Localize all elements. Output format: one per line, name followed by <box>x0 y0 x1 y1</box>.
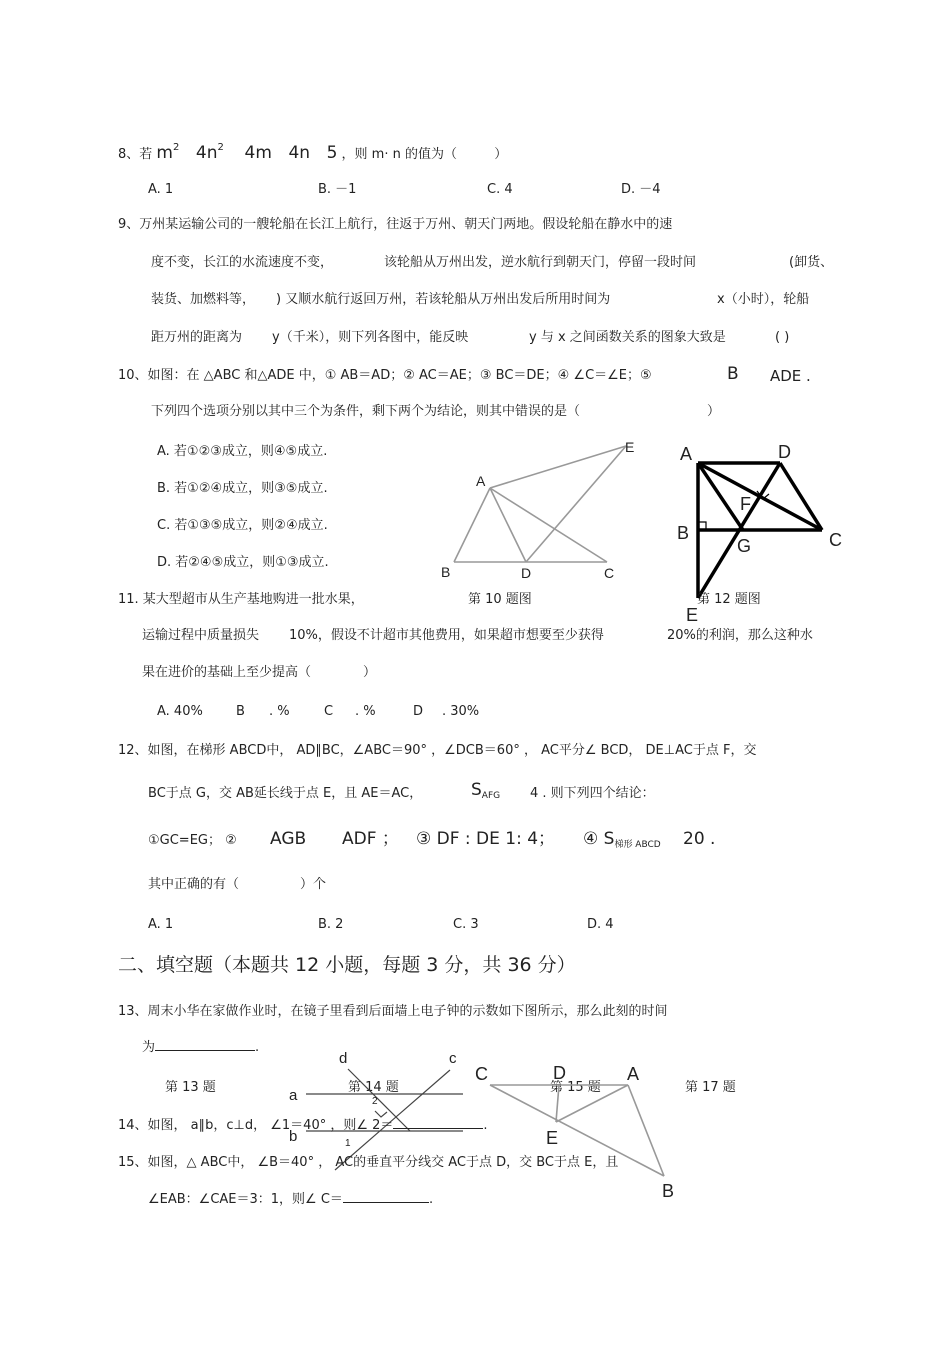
q11-option-d: D <box>413 704 424 719</box>
q9-line-3b: ) 又顺水航行返回万州，若该轮船从万州出发后所用时间为 <box>276 292 611 307</box>
q8-option-a: A. 1 <box>148 182 174 197</box>
q9-line-4d: ( ) <box>775 330 790 345</box>
fig12-label-e: E <box>686 605 699 625</box>
q13-line-1: 13、周末小华在家做作业时，在镜子里看到后面墙上电子钟的示数如下图所示，那么此刻的时间 <box>118 1004 668 1019</box>
q9-line-2a: 度不变，长江的水流速度不变， <box>151 255 334 270</box>
fig14-label-b: b <box>289 1128 298 1145</box>
q12-conclusion-adf: ADF ； <box>342 829 399 849</box>
q9-line-1: 9、万州某运输公司的一艘轮船在长江上航行，往返于万州、朝天门两地。假设轮船在静水中的速 <box>118 217 673 232</box>
fig10-label-c: C <box>604 565 615 581</box>
q17-caption: 第 17 题 <box>685 1080 736 1095</box>
q12-s-afg: $S_{AFG}$ <box>471 780 501 801</box>
q15-caption: 第 15 题 <box>550 1080 601 1095</box>
fig12-label-a: A <box>680 444 693 464</box>
q14-blank[interactable] <box>393 1128 483 1129</box>
fig12-label-b: B <box>677 523 690 543</box>
q10-line-1: 10、如图：在 △ABC 和△ADE 中，① AB＝AD；② AC＝AE；③ BC＝DE；④ ∠C＝∠E；⑤ <box>118 368 652 383</box>
q8-suffix: ，则 m· n 的值为（ <box>341 147 457 162</box>
q10-line-1-ade: ADE . <box>770 367 811 385</box>
q12-conclusion-agb: AGB <box>270 829 307 849</box>
section-2-title: 二、填空题（本题共 12 小题，每题 3 分，共 36 分） <box>118 954 576 976</box>
fig14-label-c: c <box>449 1050 457 1067</box>
q12-conclusion-3: ③ DF : DE 1: 4； <box>416 829 556 849</box>
q12-line-4-close: ）个 <box>300 877 327 892</box>
q11-line-1: 11. 某大型超市从生产基地购进一批水果， <box>118 592 364 607</box>
q12-option-b: B. 2 <box>318 917 344 932</box>
fig10-label-b: B <box>441 564 451 580</box>
q13-line-2: 为 . <box>142 1040 260 1055</box>
q8-term-4n-b: 4n <box>288 143 311 163</box>
fig14-label-d: d <box>339 1050 348 1067</box>
fig12-caption: 第 12 题图 <box>697 592 761 607</box>
fig15-label-a: A <box>627 1064 640 1084</box>
q10-line-1-b: B <box>727 364 739 384</box>
fig10-caption: 第 10 题图 <box>468 592 532 607</box>
fig12-label-d: D <box>778 442 791 462</box>
q10-option-c: C. 若①③⑤成立，则②④成立. <box>157 518 328 533</box>
fig12-label-c: C <box>829 530 842 550</box>
fig14-angle-1: 1 <box>345 1138 351 1149</box>
q11-line-2c: 20%的利润，那么这种水 <box>667 628 813 643</box>
fig15-label-d: D <box>553 1063 566 1083</box>
fig10-label-d: D <box>521 565 532 581</box>
q15-line-1: 15、如图，△ ABC中， ∠B＝40° ， AC的垂直平分线交 AC于点 D，交 BC于点 E，且 <box>118 1155 619 1170</box>
q8-term-4n: $4n^2$ <box>195 142 224 163</box>
q10-line-2: 下列四个选项分别以其中三个为条件，剩下两个为结论，则其中错误的是（ <box>151 404 581 419</box>
q12-option-a: A. 1 <box>148 917 174 932</box>
q11-option-a: A. 40% <box>157 704 203 719</box>
q11-option-c-val: . % <box>355 704 376 719</box>
q14-caption: 第 14 题 <box>348 1080 399 1095</box>
fig12-label-f: F <box>740 494 751 514</box>
q10-line-2-close: ） <box>707 404 721 419</box>
q11-line-2a: 运输过程中质量损失 <box>142 628 260 643</box>
q8-option-d: D. －4 <box>621 182 661 197</box>
q11-option-d-val: . 30% <box>442 704 480 719</box>
fig14-label-a: a <box>289 1087 298 1104</box>
q9-line-4b: y（千米），则下列各图中，能反映 <box>272 330 469 345</box>
q8-term-4m: 4m <box>244 143 272 163</box>
q12-line-2-val: 4 . 则下列四个结论： <box>530 786 655 801</box>
q11-option-b: B <box>236 704 245 719</box>
q9-line-3a: 装货、加燃料等， <box>151 292 256 307</box>
q15-blank[interactable] <box>343 1202 429 1203</box>
q12-conclusion-1: ①GC=EG； ② <box>148 833 237 848</box>
q8-term-5: 5 <box>326 143 338 163</box>
q11-option-b-val: . % <box>269 704 290 719</box>
fig15-label-e: E <box>546 1128 559 1148</box>
q12-conclusion-4-val: 20 . <box>683 829 716 849</box>
fig15-label-c: C <box>475 1064 488 1084</box>
q12-conclusion-4: ④ $S_{梯形 ABCD}$ <box>583 829 661 850</box>
q10-option-d: D. 若②④⑤成立，则①③成立. <box>157 555 329 570</box>
q11-line-3: 果在进价的基础上至少提高（ <box>142 665 312 680</box>
q9-line-2b: 该轮船从万州出发，逆水航行到朝天门，停留一段时间 <box>384 255 697 270</box>
fig12-label-g: G <box>737 536 752 556</box>
q13-caption: 第 13 题 <box>165 1080 216 1095</box>
q8-option-c: C. 4 <box>487 182 513 197</box>
fig14-angle-2: 2 <box>372 1096 378 1107</box>
q10-option-b: B. 若①②④成立，则③⑤成立. <box>157 481 328 496</box>
q12-line-4: 其中正确的有（ <box>148 877 240 892</box>
q9-line-4c: y 与 x 之间函数关系的图象大致是 <box>529 330 726 345</box>
q14-stem: 14、如图， a∥b，c⊥d， ∠1＝40° ，则∠ 2＝ . <box>118 1118 488 1133</box>
q11-line-3-close: ） <box>363 665 377 680</box>
q8-close: ） <box>494 147 508 162</box>
q9-line-4a: 距万州的距离为 <box>151 330 243 345</box>
q15-line-2: ∠EAB：∠CAE＝3：1，则∠ C＝ . <box>148 1192 434 1207</box>
fig10-label-e: E <box>625 439 635 455</box>
q9-line-3c: x（小时），轮船 <box>717 292 810 307</box>
q12-option-c: C. 3 <box>453 917 479 932</box>
q12-line-1: 12、如图，在梯形 ABCD中， AD∥BC，∠ABC＝90° ，∠DCB＝60° ， AC平分∠ BCD， DE⊥AC于点 F，交 <box>118 743 757 758</box>
q10-option-a: A. 若①②③成立，则④⑤成立. <box>157 444 328 459</box>
fig15-label-b: B <box>662 1181 675 1201</box>
fig10-label-a: A <box>476 473 486 489</box>
q12-option-d: D. 4 <box>587 917 614 932</box>
q12-line-2a: BC于点 G，交 AB延长线于点 E，且 AE＝AC， <box>148 786 423 801</box>
q9-line-2c: (卸货、 <box>789 255 834 270</box>
q8-prefix: 8、若 <box>118 147 153 162</box>
q8-term-m: $m^2$ <box>156 142 180 163</box>
q11-option-c: C <box>324 704 334 719</box>
q11-line-2b: 10%，假设不计超市其他费用，如果超市想要至少获得 <box>289 628 604 643</box>
q8-option-b: B. －1 <box>318 182 357 197</box>
